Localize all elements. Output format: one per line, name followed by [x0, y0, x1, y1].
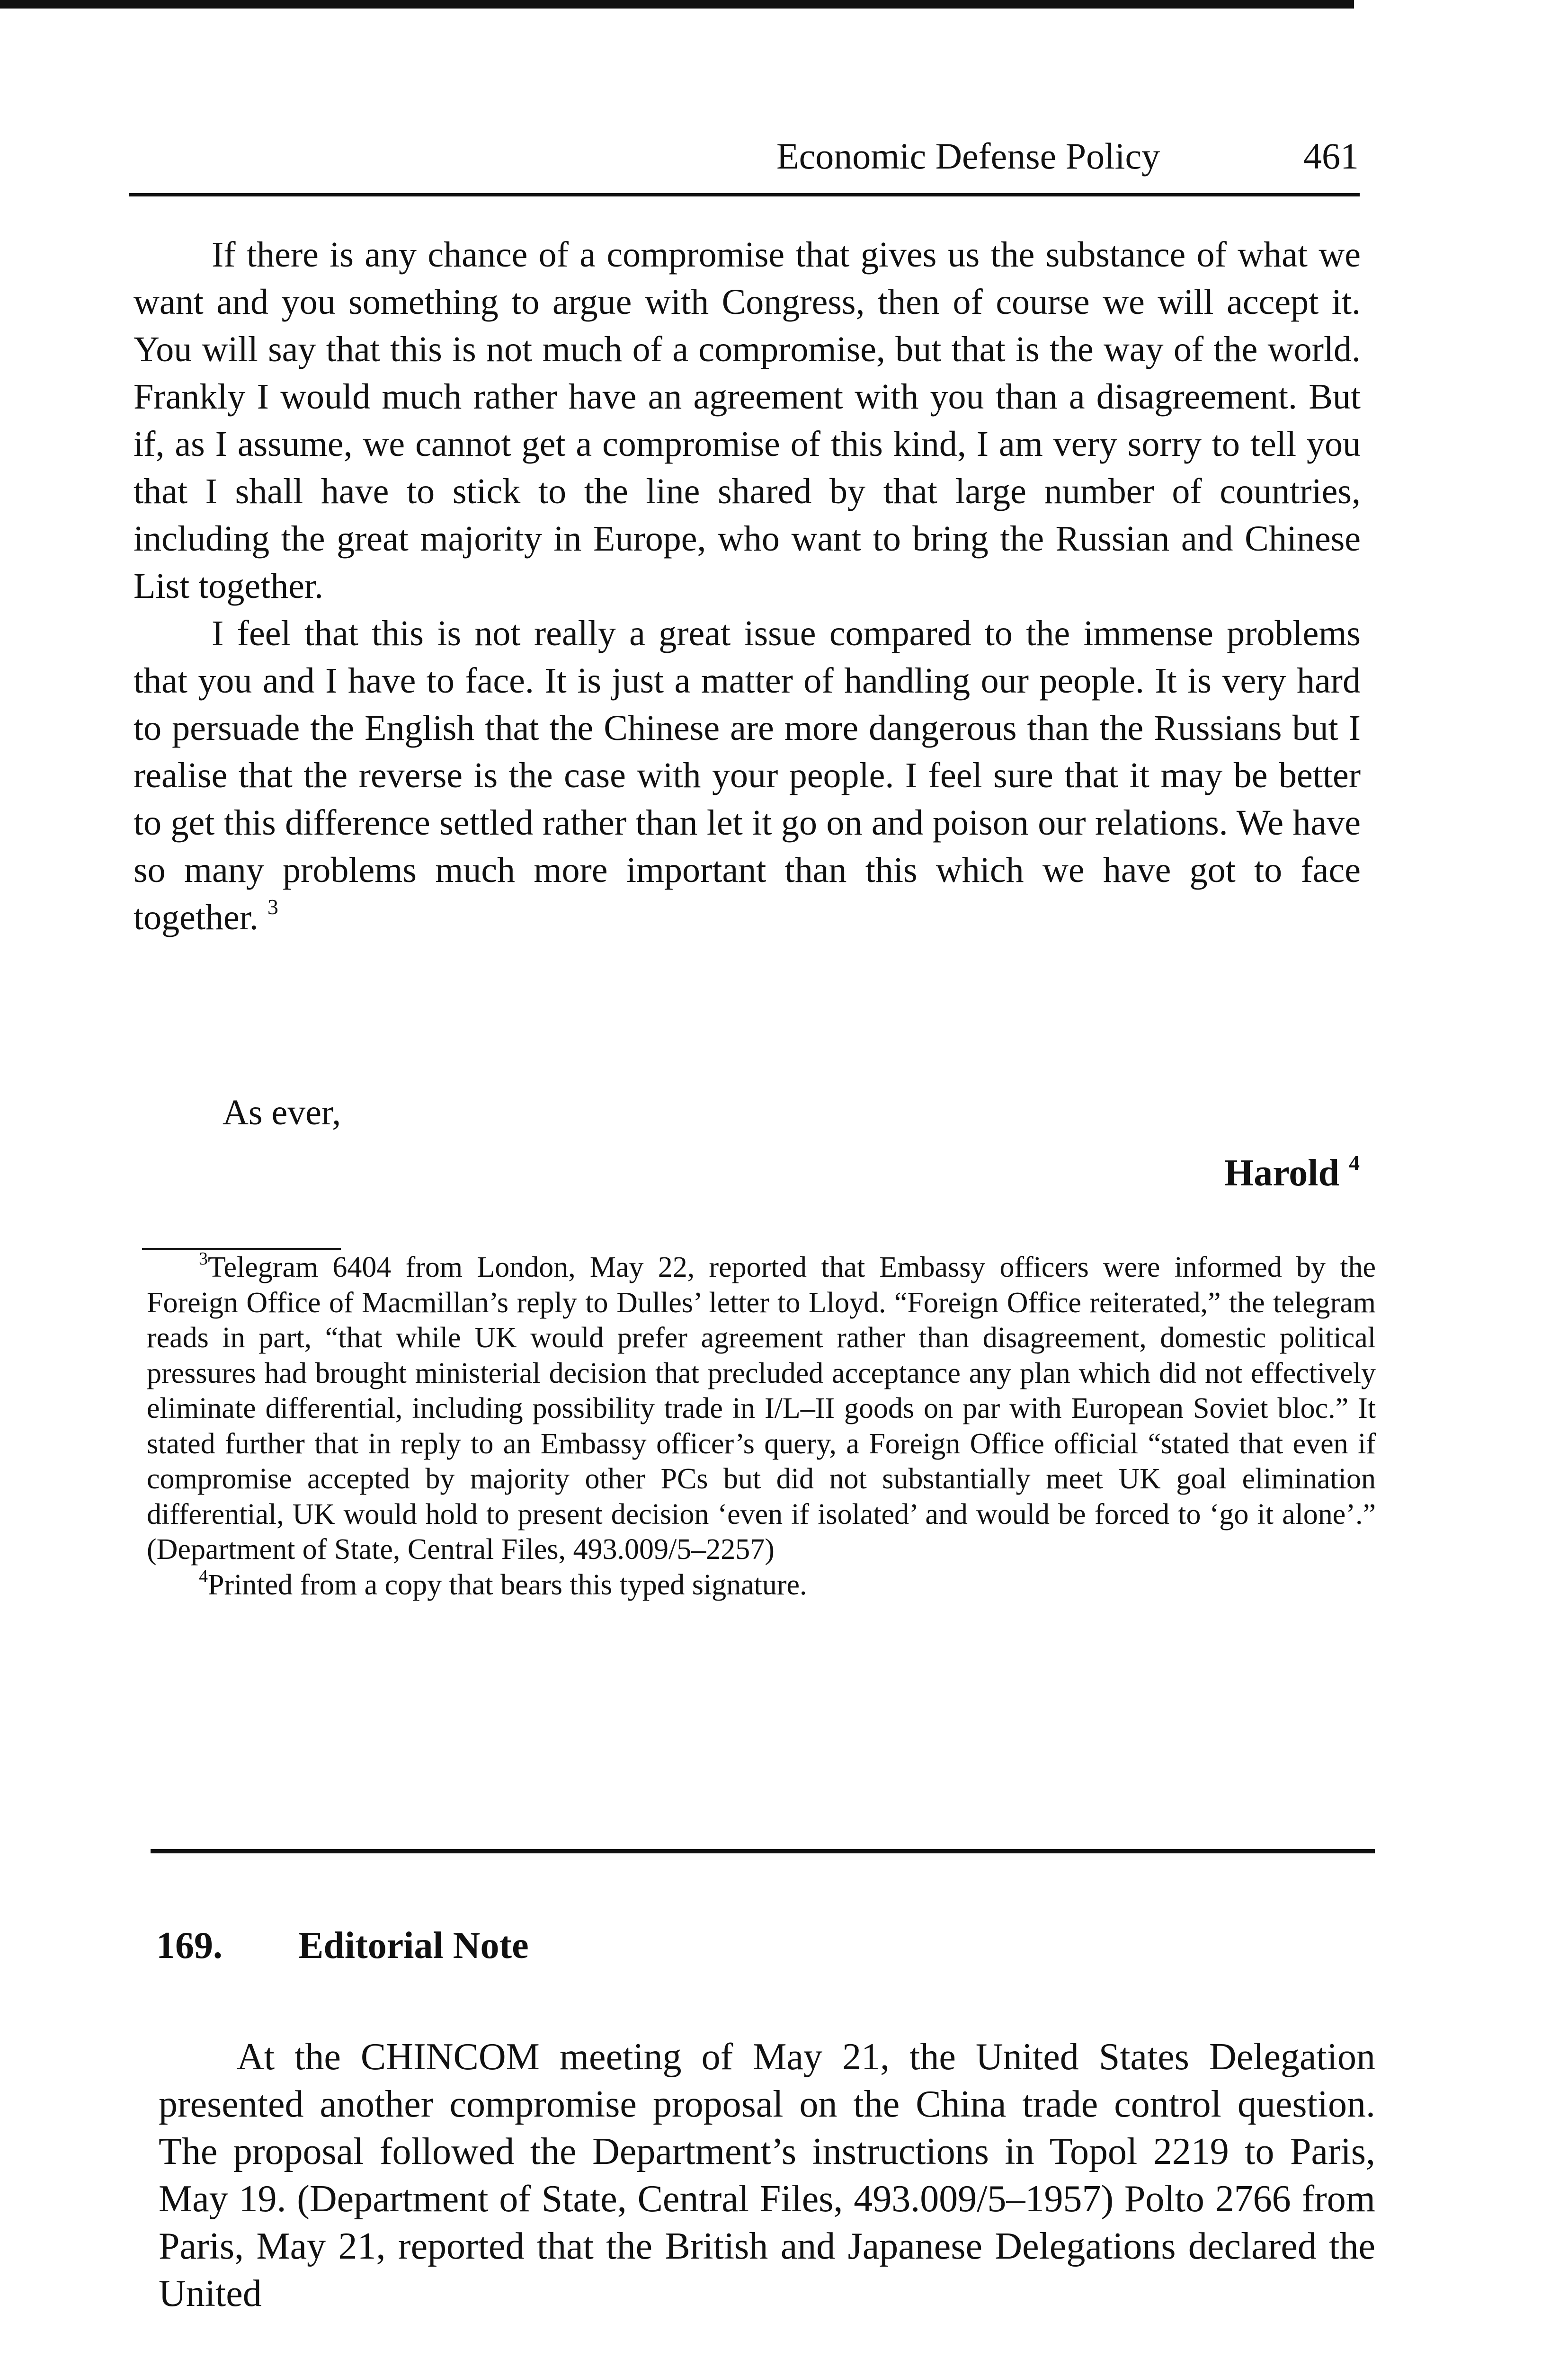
letter-paragraph: If there is any chance of a compromise that gives us the substance of what we want and you something to argue with Congress, then of course we will accept it. You will say that this is not much of a compromise, but that is the way of the world. Frankly I would much rather have an agreement with you than a disagreement. But if, as I assume, we cannot get a compromise of this kind, I am very sorry to tell you that I shall have to stick to the line shared by that large number of countries, including the great majority in Europe, who want to bring the Russian and Chinese List together. [134, 235, 1361, 606]
letter-body [134, 231, 1361, 941]
signature-name: Harold [1224, 1152, 1339, 1194]
letter-signature [1224, 1149, 1360, 1197]
footnote-reference: 3 [267, 895, 278, 919]
top-edge-bar [0, 0, 1354, 9]
section-number: 169. [156, 1925, 223, 1967]
section-rule [151, 1849, 1375, 1853]
footnote [147, 1567, 1376, 1603]
letter-paragraph [134, 610, 1361, 941]
running-head [776, 133, 1359, 179]
section-title: Editorial Note [298, 1925, 529, 1967]
footnote-text: Telegram 6404 from London, May 22, reported that Embassy officers were informed by the Foreign Office of Macmillan’s reply to Dulles’ letter to Lloyd. “Foreign Office reiterated,” the telegram reads in part, “that while UK would prefer agreement rather than disagreement, domestic political pressures had brought ministerial decision that precluded acceptance any plan which did not effectively eliminate differential, including possibility trade in I/L–II goods on par with European Soviet bloc.” It stated further that in reply to an Embassy officer’s query, a Foreign Office official “stated that even if compromise accepted by majority other PCs but did not substantially meet UK goal elimination differential, UK would hold to present decision ‘even if isolated’ and would be forced to ‘go it alone’.” (Department of State, Central Files, 493.009/5–2257) [147, 1251, 1376, 1566]
footnote [147, 1250, 1376, 1567]
letter-closing: As ever, [223, 1093, 341, 1132]
page-number: 461 [1303, 135, 1359, 177]
running-head-title: Economic Defense Policy [776, 135, 1160, 177]
editorial-note-body [159, 2033, 1375, 2317]
footnote-text: Printed from a copy that bears this typed signature. [208, 1568, 807, 1601]
header-rule [129, 193, 1360, 196]
footnote-reference: 4 [1349, 1151, 1360, 1175]
editorial-paragraph: At the CHINCOM meeting of May 21, the United States Delegation presented another compromise proposal on the China trade control question. The proposal followed the Department’s instructions in Topol 2219 to Paris, May 19. (Department of State, Central Files, 493.009/5–1957) Polto 2766 from Paris, May 21, reported that the British and Japanese Delegations declared the United [159, 2036, 1375, 2314]
section-heading [156, 1922, 529, 1969]
footnote-marker: 3 [199, 1249, 208, 1269]
footnotes [147, 1250, 1376, 1602]
letter-paragraph-text: I feel that this is not really a great issue compared to the immense problems that you and I have to face. It is just a matter of handling our people. It is very hard to persuade the English that the Chinese are more dangerous than the Russians but I realise that the reverse is the case with your people. I feel sure that it may be better to get this difference settled rather than let it go on and poison our relations. We have so many problems much more important than this which we have got to face together. [134, 614, 1361, 937]
footnote-marker: 4 [199, 1566, 208, 1586]
